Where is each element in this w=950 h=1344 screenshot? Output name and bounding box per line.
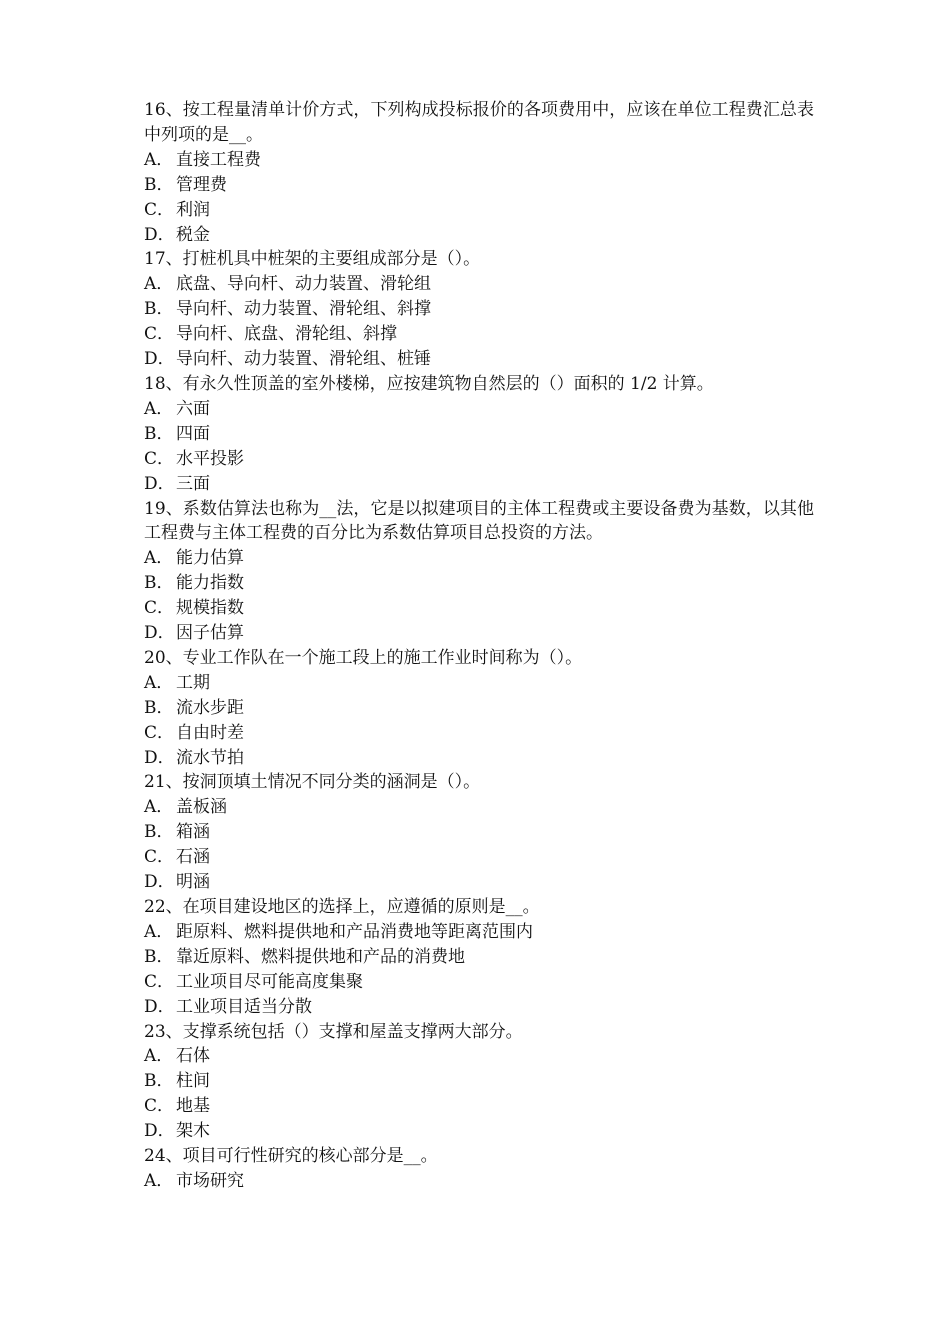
option-c [144, 596, 814, 621]
option-a [144, 272, 814, 297]
option-text: 工期 [176, 672, 210, 693]
option-label: C． [144, 847, 175, 868]
option-label: B． [144, 697, 174, 718]
option-text: 底盘、导向杆、动力装置、滑轮组 [176, 274, 431, 295]
option-text: 自由时差 [176, 722, 244, 743]
option-text: 地基 [176, 1096, 210, 1117]
option-a [144, 671, 814, 696]
option-label: D． [144, 996, 175, 1017]
option-b [144, 422, 814, 447]
question-text: 21、按洞顶填土情况不同分类的涵洞是（）。 [144, 772, 481, 793]
option-label: B． [144, 174, 174, 195]
option-label: C． [144, 971, 175, 992]
option-text: 三面 [176, 473, 210, 494]
option-label: B． [144, 1071, 174, 1092]
option-label: D． [144, 349, 175, 370]
option-text: 盖板涵 [176, 797, 227, 818]
question-21 [144, 770, 814, 895]
option-text: 流水节拍 [176, 747, 244, 768]
option-d [144, 621, 814, 646]
option-text: 四面 [176, 423, 210, 444]
option-text: 流水步距 [176, 697, 244, 718]
option-a [144, 795, 814, 820]
option-text: 柱间 [176, 1071, 210, 1092]
option-label: D． [144, 872, 175, 893]
option-d [144, 472, 814, 497]
option-text: 六面 [176, 398, 210, 419]
question-text: 20、专业工作队在一个施工段上的施工作业时间称为（）。 [144, 647, 583, 668]
option-text: 能力指数 [176, 573, 244, 594]
option-label: A． [144, 797, 174, 818]
option-label: B． [144, 573, 174, 594]
option-text: 税金 [176, 224, 210, 245]
option-text: 明涵 [176, 872, 210, 893]
option-label: A． [144, 1170, 174, 1191]
option-c [144, 721, 814, 746]
option-c [144, 198, 814, 223]
option-b [144, 945, 814, 970]
option-label: B． [144, 299, 174, 320]
option-text: 靠近原料、燃料提供地和产品的消费地 [176, 946, 465, 967]
option-text: 工业项目适当分散 [176, 996, 312, 1017]
option-label: A． [144, 548, 174, 569]
option-label: C． [144, 199, 175, 220]
option-c [144, 845, 814, 870]
option-text: 能力估算 [176, 548, 244, 569]
option-label: C． [144, 598, 175, 619]
option-text: 架木 [176, 1121, 210, 1142]
option-label: A． [144, 398, 174, 419]
question-text: 17、打桩机具中桩架的主要组成部分是（）。 [144, 249, 481, 270]
option-b [144, 1069, 814, 1094]
option-c [144, 1094, 814, 1119]
option-label: D． [144, 224, 175, 245]
option-text: 石体 [176, 1046, 210, 1067]
option-label: C． [144, 1096, 175, 1117]
option-label: D． [144, 747, 175, 768]
option-text: 石涵 [176, 847, 210, 868]
option-text: 管理费 [176, 174, 227, 195]
question-text: 18、有永久性顶盖的室外楼梯，应按建筑物自然层的（）面积的 1/2 计算。 [144, 373, 714, 394]
option-label: A． [144, 149, 174, 170]
option-d [144, 746, 814, 771]
question-17 [144, 247, 814, 372]
question-20 [144, 646, 814, 771]
option-text: 市场研究 [176, 1170, 244, 1191]
option-text: 导向杆、动力装置、滑轮组、桩锤 [176, 349, 431, 370]
option-text: 因子估算 [176, 623, 244, 644]
option-c [144, 970, 814, 995]
option-text: 规模指数 [176, 598, 244, 619]
option-text: 工业项目尽可能高度集聚 [176, 971, 363, 992]
option-b [144, 571, 814, 596]
question-text: 23、支撑系统包括（）支撑和屋盖支撑两大部分。 [144, 1021, 523, 1042]
option-label: B． [144, 946, 174, 967]
option-a [144, 148, 814, 173]
option-d [144, 995, 814, 1020]
question-23 [144, 1020, 814, 1145]
question-text: 16、按工程量清单计价方式，下列构成投标报价的各项费用中，应该在单位工程费汇总表中列项的是__。 [144, 100, 814, 145]
option-label: A． [144, 672, 174, 693]
option-label: A． [144, 1046, 174, 1067]
option-c [144, 322, 814, 347]
option-label: D． [144, 1121, 175, 1142]
question-text: 24、项目可行性研究的核心部分是__。 [144, 1146, 438, 1167]
question-list [144, 98, 814, 1194]
question-19 [144, 497, 814, 646]
question-24 [144, 1144, 814, 1194]
option-text: 导向杆、动力装置、滑轮组、斜撑 [176, 299, 431, 320]
question-text: 22、在项目建设地区的选择上，应遵循的原则是__。 [144, 897, 540, 917]
option-a [144, 920, 814, 945]
option-c [144, 447, 814, 472]
question-16 [144, 98, 814, 247]
option-label: D． [144, 623, 175, 644]
option-b [144, 297, 814, 322]
option-d [144, 870, 814, 895]
option-text: 距原料、燃料提供地和产品消费地等距离范围内 [176, 921, 533, 942]
option-label: C． [144, 448, 175, 469]
option-label: A． [144, 921, 174, 942]
option-a [144, 546, 814, 571]
option-b [144, 696, 814, 721]
option-text: 水平投影 [176, 448, 244, 469]
question-22 [144, 895, 814, 1020]
option-d [144, 347, 814, 372]
option-text: 箱涵 [176, 822, 210, 843]
option-text: 利润 [176, 199, 210, 220]
option-text: 导向杆、底盘、滑轮组、斜撑 [176, 324, 397, 345]
question-text: 19、系数估算法也称为__法，它是以拟建项目的主体工程费或主要设备费为基数，以其他工程费与主体工程费的百分比为系数估算项目总投资的方法。 [144, 498, 814, 544]
option-d [144, 223, 814, 248]
option-text: 直接工程费 [176, 149, 261, 170]
option-b [144, 820, 814, 845]
option-label: B． [144, 423, 174, 444]
question-18 [144, 372, 814, 497]
option-label: C． [144, 722, 175, 743]
option-a [144, 1044, 814, 1069]
option-label: D． [144, 473, 175, 494]
option-b [144, 173, 814, 198]
option-a [144, 1169, 814, 1194]
option-label: A． [144, 274, 174, 295]
option-label: B． [144, 822, 174, 843]
option-d [144, 1119, 814, 1144]
option-label: C． [144, 324, 175, 345]
option-a [144, 397, 814, 422]
